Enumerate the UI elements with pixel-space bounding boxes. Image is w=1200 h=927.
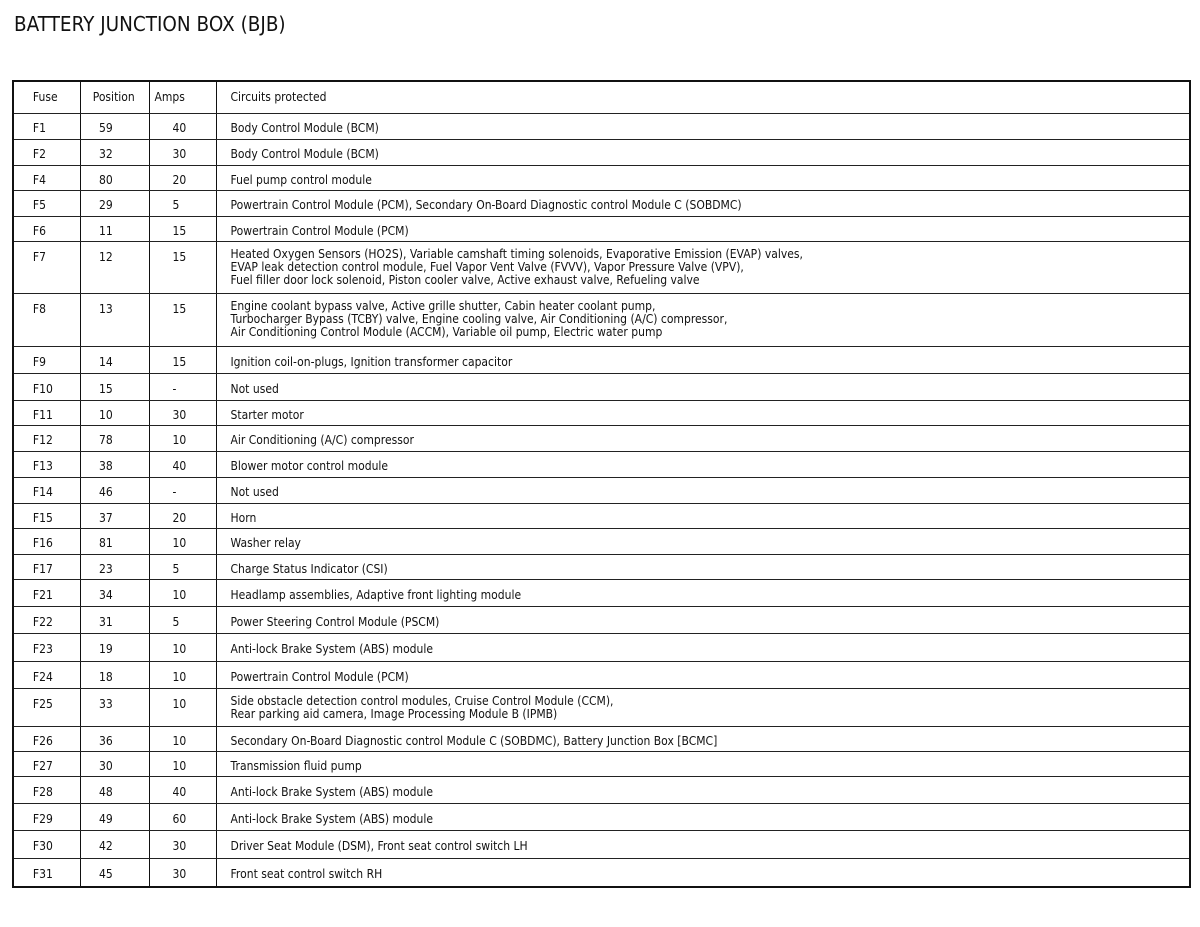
cell-position: 19 [80,633,149,661]
table-row [13,503,1190,528]
cell-position: 42 [80,830,149,858]
table-row [13,241,1190,293]
cell-fuse: F17 [13,554,80,579]
table-row [13,726,1190,751]
cell-amps: 15 [149,216,216,241]
cell-position: 32 [80,139,149,165]
cell-position: 11 [80,216,149,241]
cell-amps: 30 [149,139,216,165]
cell-amps: 60 [149,803,216,830]
cell-amps: 5 [149,190,216,216]
cell-fuse: F28 [13,776,80,803]
cell-fuse: F12 [13,425,80,451]
cell-circuits: Heated Oxygen Sensors (HO2S), Variable camshaft timing solenoids, Evaporative Emission (EVAP) valves, EVAP leak detection control module, Fuel Vapor Vent Valve (FVVV), Vapor Pressure Valve (VPV), Fuel filler door lock solenoid, Piston cooler valve, Active exhaust valve, Refueling valve [216,241,1190,293]
cell-amps: 40 [149,776,216,803]
header-fuse: Fuse [13,81,80,113]
cell-circuits: Powertrain Control Module (PCM) [216,216,1190,241]
cell-amps: 10 [149,726,216,751]
cell-fuse: F24 [13,661,80,688]
cell-position: 45 [80,858,149,887]
table-row [13,400,1190,425]
cell-fuse: F13 [13,451,80,477]
table-row [13,606,1190,633]
table-row [13,139,1190,165]
cell-position: 46 [80,477,149,503]
table-row [13,425,1190,451]
page-title: BATTERY JUNCTION BOX (BJB) [14,12,286,36]
cell-circuits: Transmission fluid pump [216,751,1190,776]
cell-position: 23 [80,554,149,579]
cell-position: 29 [80,190,149,216]
table-row [13,554,1190,579]
cell-position: 10 [80,400,149,425]
cell-position: 81 [80,528,149,554]
cell-amps: 5 [149,554,216,579]
cell-amps: 10 [149,751,216,776]
cell-position: 18 [80,661,149,688]
cell-circuits: Power Steering Control Module (PSCM) [216,606,1190,633]
cell-amps: 40 [149,113,216,139]
cell-circuits: Air Conditioning (A/C) compressor [216,425,1190,451]
cell-amps: 5 [149,606,216,633]
cell-amps: 10 [149,633,216,661]
cell-fuse: F15 [13,503,80,528]
cell-fuse: F10 [13,373,80,400]
cell-circuits: Body Control Module (BCM) [216,113,1190,139]
cell-amps: 15 [149,241,216,293]
cell-position: 37 [80,503,149,528]
cell-position: 15 [80,373,149,400]
cell-fuse: F21 [13,579,80,606]
table-row [13,751,1190,776]
table-row [13,451,1190,477]
cell-position: 34 [80,579,149,606]
cell-amps: - [149,477,216,503]
table-row [13,579,1190,606]
table-body [13,113,1190,887]
cell-fuse: F9 [13,346,80,373]
cell-position: 38 [80,451,149,477]
cell-circuits: Ignition coil-on-plugs, Ignition transformer capacitor [216,346,1190,373]
cell-fuse: F23 [13,633,80,661]
cell-fuse: F5 [13,190,80,216]
cell-circuits: Not used [216,373,1190,400]
cell-fuse: F30 [13,830,80,858]
cell-circuits: Anti-lock Brake System (ABS) module [216,633,1190,661]
table-row [13,858,1190,887]
cell-circuits: Blower motor control module [216,451,1190,477]
cell-amps: 20 [149,165,216,190]
cell-fuse: F4 [13,165,80,190]
cell-circuits: Front seat control switch RH [230,866,382,881]
table-row [13,830,1190,858]
cell-amps: 10 [149,425,216,451]
table-row [13,803,1190,830]
cell-amps: 15 [149,293,216,346]
table-row [13,528,1190,554]
header-amps: Amps [149,81,216,113]
cell-fuse: F31 [13,858,80,887]
cell-amps: 30 [149,858,216,887]
table-row [13,776,1190,803]
cell-position: 48 [80,776,149,803]
cell-amps: 10 [149,688,216,726]
cell-fuse: F22 [13,606,80,633]
cell-amps: 10 [149,579,216,606]
cell-circuits: Anti-lock Brake System (ABS) module [216,803,1190,830]
table-row [13,216,1190,241]
cell-circuits: Secondary On-Board Diagnostic control Module C (SOBDMC), Battery Junction Box [BCMC] [216,726,1190,751]
cell-position: 80 [80,165,149,190]
table-row [13,165,1190,190]
cell-circuits: Body Control Module (BCM) [216,139,1190,165]
cell-circuits: Anti-lock Brake System (ABS) module [216,776,1190,803]
cell-position: 14 [80,346,149,373]
cell-position: 33 [80,688,149,726]
table-row [13,346,1190,373]
cell-fuse: F26 [13,726,80,751]
cell-position: 78 [80,425,149,451]
header-position: Position [80,81,149,113]
table-row [13,688,1190,726]
cell-circuits: Powertrain Control Module (PCM), Secondary On-Board Diagnostic control Module C (SOBDMC) [216,190,1190,216]
table-row [13,661,1190,688]
header-circuits: Circuits protected [216,81,1190,113]
cell-circuits: Starter motor [216,400,1190,425]
cell-fuse: F11 [13,400,80,425]
cell-circuits: Engine coolant bypass valve, Active grille shutter, Cabin heater coolant pump, Turbocharger Bypass (TCBY) valve, Engine cooling valve, Air Conditioning (A/C) compressor, Air Conditioning Control Module (ACCM), Variable oil pump, Electric water pump [216,293,1190,346]
table-row [13,633,1190,661]
cell-fuse: F7 [13,241,80,293]
cell-amps: - [149,373,216,400]
cell-circuits: Horn [216,503,1190,528]
cell-amps: 10 [149,528,216,554]
cell-circuits: Fuel pump control module [216,165,1190,190]
cell-circuits: Powertrain Control Module (PCM) [216,661,1190,688]
table-row [13,113,1190,139]
cell-amps: 15 [149,346,216,373]
cell-fuse: F2 [13,139,80,165]
table-row [13,190,1190,216]
cell-position: 31 [80,606,149,633]
cell-amps: 10 [149,661,216,688]
cell-fuse: F25 [13,688,80,726]
cell-fuse: F16 [13,528,80,554]
cell-fuse: F1 [13,113,80,139]
cell-fuse: F14 [13,477,80,503]
cell-circuits: Driver Seat Module (DSM), Front seat control switch LH [216,830,1190,858]
cell-fuse: F8 [13,293,80,346]
cell-position: 13 [80,293,149,346]
fuse-table [12,80,1191,888]
cell-circuits: Not used [216,477,1190,503]
table-row [13,477,1190,503]
cell-amps: 30 [149,400,216,425]
cell-position: 36 [80,726,149,751]
cell-fuse: F29 [13,803,80,830]
cell-fuse: F6 [13,216,80,241]
table-header-row [13,81,1190,113]
cell-circuits: Washer relay [216,528,1190,554]
table-row [13,373,1190,400]
cell-position: 59 [80,113,149,139]
cell-circuits: Side obstacle detection control modules, Cruise Control Module (CCM), Rear parking aid camera, Image Processing Module B (IPMB) [216,688,1190,726]
cell-amps: 20 [149,503,216,528]
cell-position: 49 [80,803,149,830]
cell-circuits: Charge Status Indicator (CSI) [216,554,1190,579]
cell-fuse: F27 [13,751,80,776]
cell-amps: 30 [149,830,216,858]
cell-amps: 40 [149,451,216,477]
cell-position: 12 [80,241,149,293]
table-row [13,293,1190,346]
cell-circuits: Headlamp assemblies, Adaptive front lighting module [216,579,1190,606]
cell-position: 30 [80,751,149,776]
